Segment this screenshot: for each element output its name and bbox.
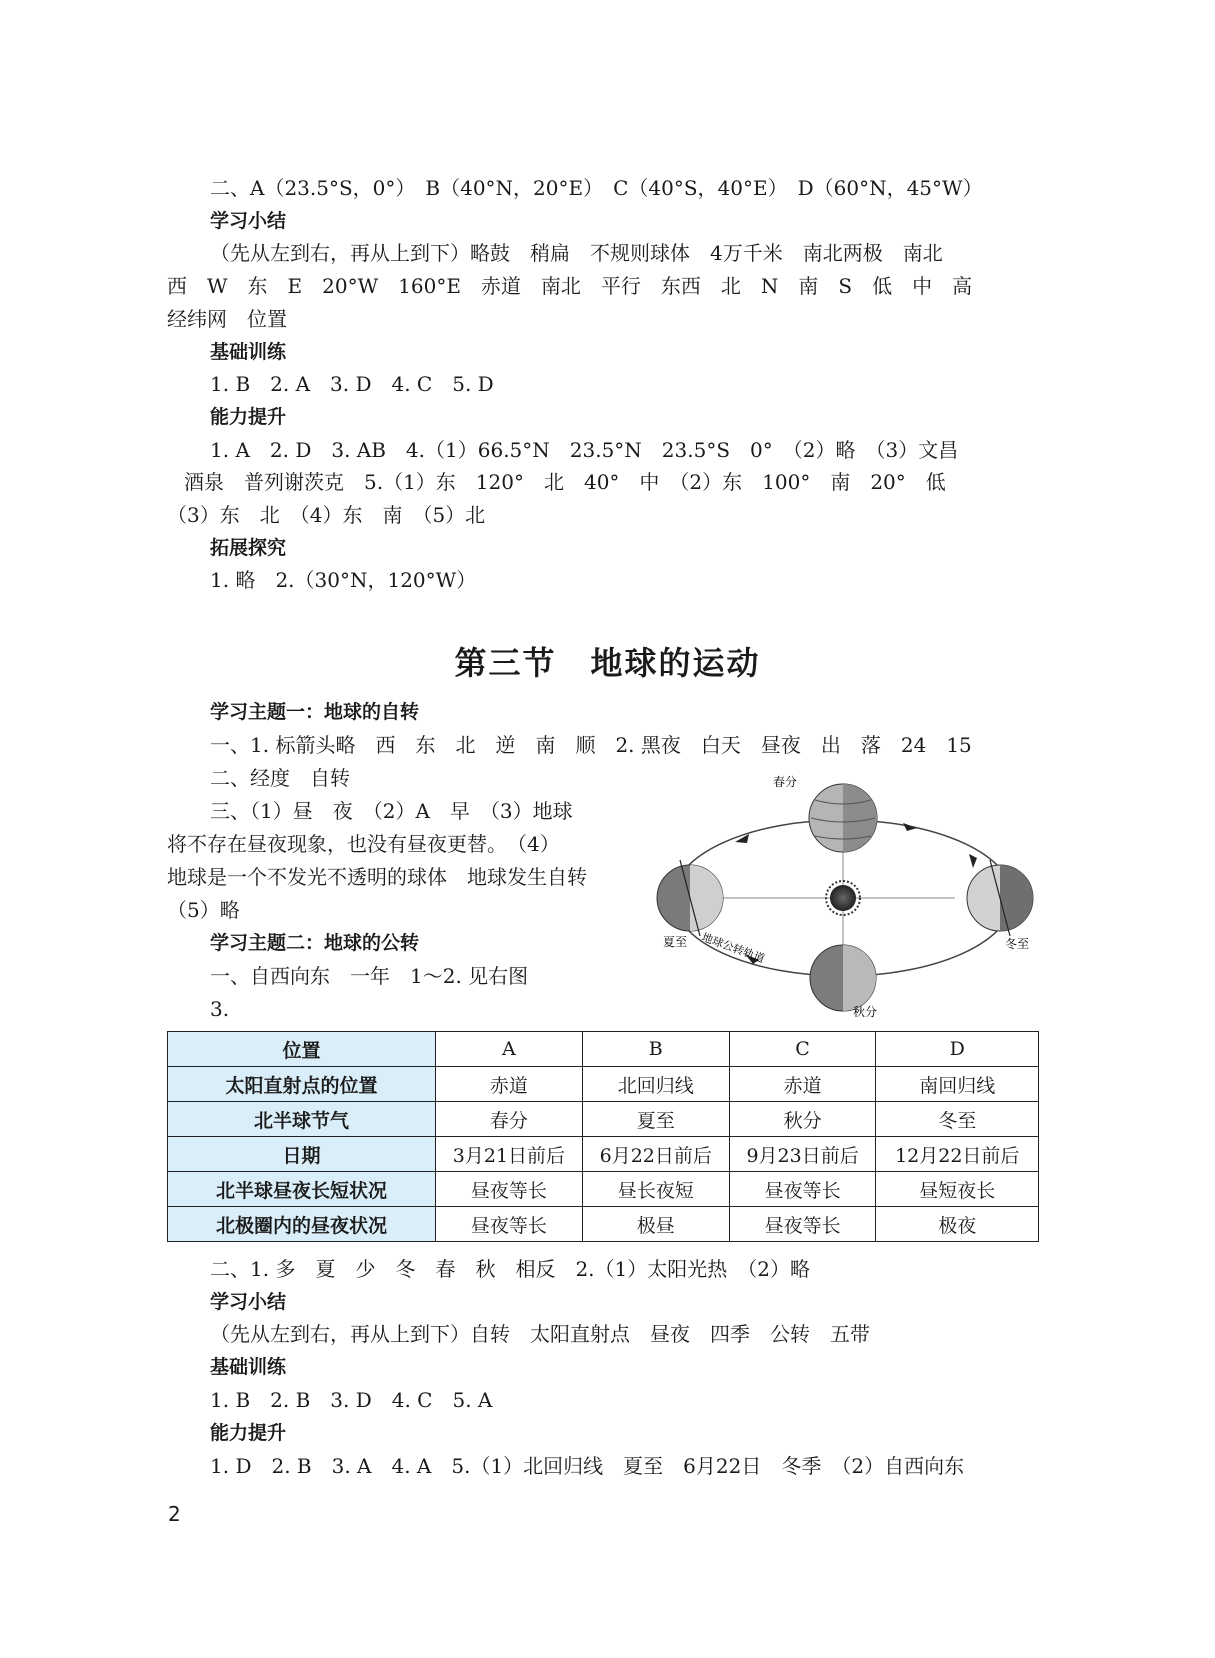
table-cell: 昼夜等长 xyxy=(436,1207,583,1242)
answer-line: （先从左到右，再从上到下）自转 太阳直射点 昼夜 四季 公转 五带 xyxy=(210,1322,870,1346)
table-cell: C xyxy=(729,1032,876,1067)
row-header-cell: 北半球节气 xyxy=(168,1102,436,1137)
label-winter: 冬至 xyxy=(1005,937,1030,951)
answer-line: 1. 略 2.（30°N，120°W） xyxy=(210,568,477,592)
answer-line: 1. D 2. B 3. A 4. A 5.（1）北回归线 夏至 6月22日 冬季 （2）自西向东 xyxy=(210,1454,965,1478)
label-spring: 春分 xyxy=(773,775,798,789)
earth-spring-icon xyxy=(809,784,877,852)
table-cell: 12月22日前后 xyxy=(876,1137,1039,1172)
table-cell: 北回归线 xyxy=(582,1067,729,1102)
heading-summary: 学习小结 xyxy=(210,210,287,232)
table-cell: 赤道 xyxy=(436,1067,583,1102)
page-number: 2 xyxy=(168,1502,181,1526)
answer-line: 二、经度 自转 xyxy=(210,766,350,790)
row-header-cell: 北极圈内的昼夜状况 xyxy=(168,1207,436,1242)
heading-extension: 拓展探究 xyxy=(210,537,287,559)
earth-winter-icon xyxy=(967,860,1033,936)
answer-line: 3. xyxy=(210,997,230,1021)
answer-line: 1. B 2. B 3. D 4. C 5. A xyxy=(210,1388,493,1412)
table-cell: A xyxy=(436,1032,583,1067)
table-cell: 南回归线 xyxy=(876,1067,1039,1102)
table-cell: D xyxy=(876,1032,1039,1067)
earth-orbit-diagram xyxy=(655,768,1045,1018)
table-cell: 昼短夜长 xyxy=(876,1172,1039,1207)
table-row xyxy=(168,1032,1039,1067)
orbit-arrow-icon xyxy=(969,854,977,868)
answer-line: 一、自西向东 一年 1～2. 见右图 xyxy=(210,964,529,988)
table-row xyxy=(168,1137,1039,1172)
earth-summer-icon xyxy=(657,860,723,936)
table-row xyxy=(168,1067,1039,1102)
answer-line: 一、1. 标箭头略 西 东 北 逆 南 顺 2. 黑夜 白天 昼夜 出 落 24 15 xyxy=(210,733,972,757)
answer-line: 1. A 2. D 3. AB 4.（1）66.5°N 23.5°N 23.5°S 0° （2）略 （3）文昌 xyxy=(210,438,959,462)
answer-line: 酒泉 普列谢茨克 5.（1）东 120° 北 40° 中 （2）东 100° 南 20° 低 xyxy=(184,470,946,494)
label-orbit: 地球公转轨道 xyxy=(699,930,767,966)
row-header-cell: 位置 xyxy=(168,1032,436,1067)
topic-heading: 学习主题二：地球的公转 xyxy=(210,932,420,954)
section-title: 第三节 地球的运动 xyxy=(454,644,761,682)
table-cell: 昼夜等长 xyxy=(729,1172,876,1207)
answer-line: 二、A（23.5°S，0°） B（40°N，20°E） C（40°S，40°E） D（60°N，45°W） xyxy=(210,176,983,200)
answer-line: 经纬网 位置 xyxy=(167,307,287,331)
answer-line: （3）东 北 （4）东 南 （5）北 xyxy=(167,503,486,527)
answer-line: 地球是一个不发光不透明的球体 地球发生自转 xyxy=(167,865,587,889)
table-row xyxy=(168,1207,1039,1242)
table-cell: 赤道 xyxy=(729,1067,876,1102)
row-header-cell: 太阳直射点的位置 xyxy=(168,1067,436,1102)
heading-ability: 能力提升 xyxy=(210,1422,287,1444)
answer-line: 三、（1）昼 夜 （2）A 早 （3）地球 xyxy=(210,799,573,823)
table-cell: 9月23日前后 xyxy=(729,1137,876,1172)
label-autumn: 秋分 xyxy=(853,1005,878,1018)
row-header-cell: 北半球昼夜长短状况 xyxy=(168,1172,436,1207)
seasons-table xyxy=(167,1031,1039,1242)
table-row xyxy=(168,1172,1039,1207)
table-cell: 秋分 xyxy=(729,1102,876,1137)
row-header-cell: 日期 xyxy=(168,1137,436,1172)
table-cell: 夏至 xyxy=(582,1102,729,1137)
table-cell: B xyxy=(582,1032,729,1067)
table-row xyxy=(168,1102,1039,1137)
table-cell: 春分 xyxy=(436,1102,583,1137)
label-summer: 夏至 xyxy=(663,935,688,949)
table-cell: 6月22日前后 xyxy=(582,1137,729,1172)
answer-line: （先从左到右，再从上到下）略鼓 稍扁 不规则球体 4万千米 南北两极 南北 xyxy=(210,241,943,265)
heading-basic-training: 基础训练 xyxy=(210,1356,287,1378)
answer-line: 二、1. 多 夏 少 冬 春 秋 相反 2.（1）太阳光热 （2）略 xyxy=(210,1257,810,1281)
earth-autumn-icon xyxy=(810,945,876,1011)
heading-basic-training: 基础训练 xyxy=(210,341,287,363)
table-cell: 极昼 xyxy=(582,1207,729,1242)
table-cell: 极夜 xyxy=(876,1207,1039,1242)
answer-line: （5）略 xyxy=(167,898,240,922)
table-cell: 昼长夜短 xyxy=(582,1172,729,1207)
table-cell: 冬至 xyxy=(876,1102,1039,1137)
heading-ability: 能力提升 xyxy=(210,406,287,428)
table-cell: 昼夜等长 xyxy=(729,1207,876,1242)
heading-summary: 学习小结 xyxy=(210,1291,287,1313)
table-cell: 昼夜等长 xyxy=(436,1172,583,1207)
table-cell: 3月21日前后 xyxy=(436,1137,583,1172)
answer-line: 1. B 2. A 3. D 4. C 5. D xyxy=(210,372,494,396)
topic-heading: 学习主题一：地球的自转 xyxy=(210,701,420,723)
answer-line: 西 W 东 E 20°W 160°E 赤道 南北 平行 东西 北 N 南 S 低 中 高 xyxy=(167,274,973,298)
sun-icon xyxy=(826,881,860,915)
answer-line: 将不存在昼夜现象，也没有昼夜更替。 （4） xyxy=(167,832,560,856)
